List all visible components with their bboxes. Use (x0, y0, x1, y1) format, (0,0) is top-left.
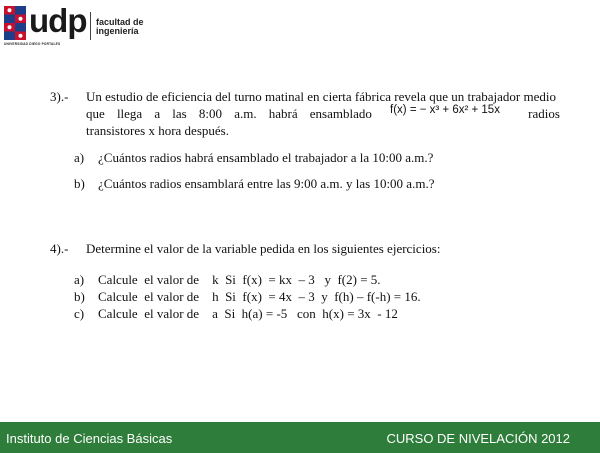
list-item: c) Calcule el valor de a Si h(a) = -5 con h(x) = 3x - 12 (74, 306, 398, 321)
shield-icon (4, 6, 26, 40)
institute-name: Instituto de Ciencias Básicas (6, 431, 173, 446)
problem-number: 4).- (50, 241, 69, 256)
problem-line: transistores x hora después. (86, 123, 229, 138)
list-item: b) Calcule el valor de h Si f(x) = 4x – 3 y f(h) – f(-h) = 16. (74, 289, 421, 304)
problem-line: Un estudio de eficiencia del turno matinal en cierta fábrica revela que un trabajador medio (86, 89, 556, 104)
problem-3 (50, 88, 560, 192)
course-name: CURSO DE NIVELACIÓN 2012 (386, 431, 570, 446)
list-item: b) ¿Cuántos radios ensamblará entre las 9:00 a.m. y las 10:00 a.m.? (74, 176, 435, 191)
list-item: a) Calcule el valor de k Si f(x) = kx – 3 y f(2) = 5. (74, 272, 381, 287)
logo-divider (90, 12, 91, 40)
problem-number: 3).- (50, 89, 69, 104)
faculty-name: facultad de ingeniería (96, 17, 144, 36)
problem-4 (50, 240, 560, 322)
item-list (74, 271, 560, 322)
logo-text: udp (29, 2, 87, 39)
udp-logo (4, 2, 144, 48)
problem-line-justified: que llega a las 8:00 a.m. habrá ensamblado f(x) = − x³ + 6x² + 15x radios (86, 104, 560, 121)
exercise-content (50, 88, 560, 322)
footer-bar (0, 422, 600, 453)
formula: f(x) = − x³ + 6x² + 15x (390, 104, 500, 116)
problem-intro: Determine el valor de la variable pedida en los siguientes ejercicios: (86, 241, 441, 256)
list-item: a) ¿Cuántos radios habrá ensamblado el trabajador a la 10:00 a.m.? (74, 150, 434, 165)
logo-subtitle: UNIVERSIDAD DIEGO PORTALES (4, 42, 61, 46)
item-list (74, 149, 560, 192)
